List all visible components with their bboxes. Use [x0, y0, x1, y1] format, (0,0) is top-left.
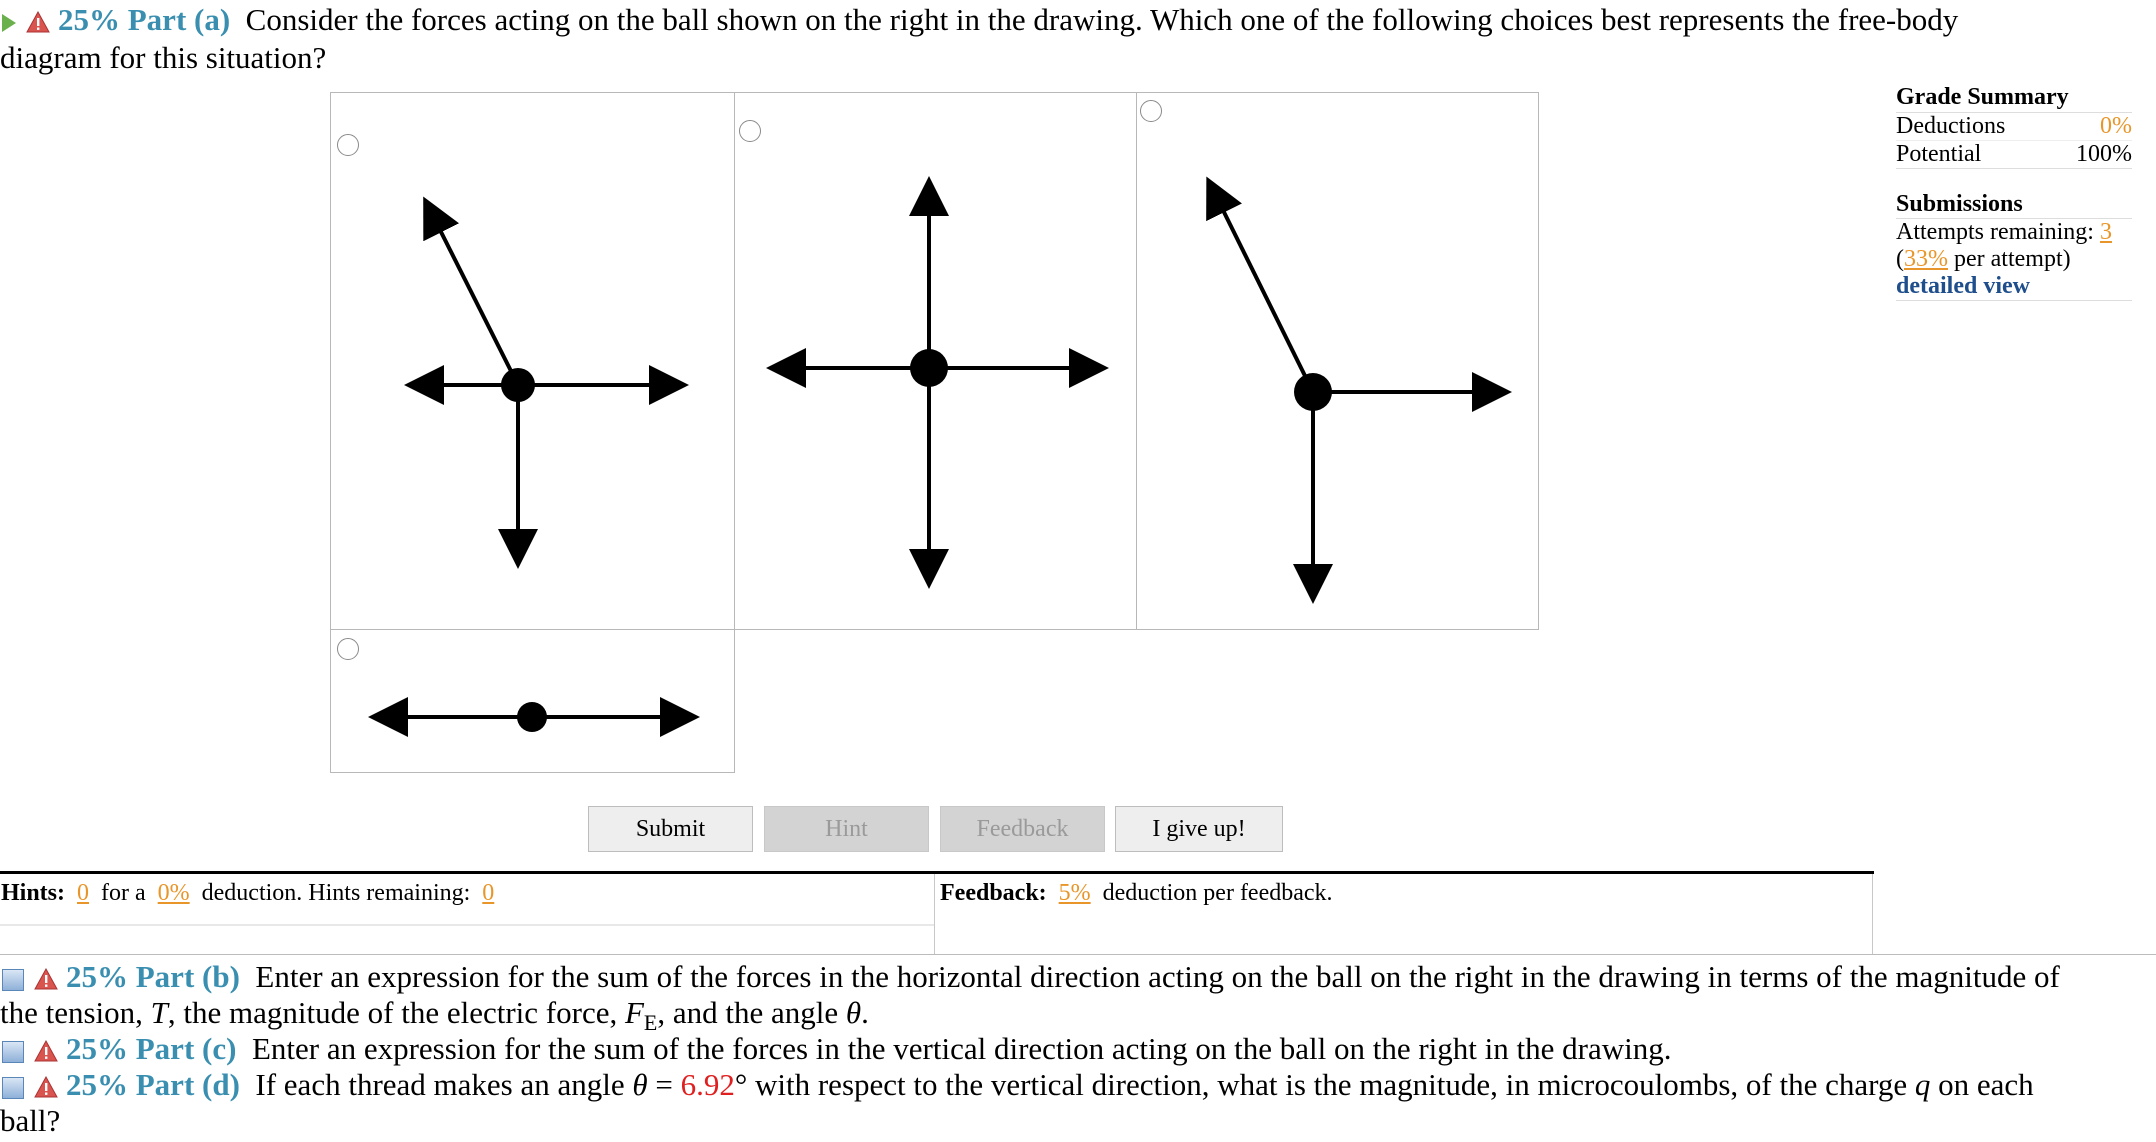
hints-deduction-pct: 0%	[157, 880, 190, 906]
hints-label: Hints:	[1, 880, 66, 906]
part-b-label: Part (b)	[135, 959, 240, 994]
feedback-pct: 5%	[1058, 880, 1091, 906]
part-b-text-b: , the magnitude of the electric force,	[167, 995, 618, 1030]
section-separator	[0, 954, 2156, 955]
hints-for-a: for a	[101, 880, 146, 906]
part-b-header	[2, 959, 2152, 998]
hints-info	[1, 880, 494, 907]
part-c-expand-icon[interactable]	[2, 1041, 24, 1063]
potential-label: Potential	[1896, 141, 1982, 167]
part-c-label: Part (c)	[135, 1031, 237, 1066]
part-c-header	[2, 1031, 1671, 1070]
per-attempt-label: per attempt)	[1954, 246, 2071, 272]
part-a-question-line1: Consider the forces acting on the ball shown on the right in the drawing. Which one of the following choices best represents the free-body	[245, 2, 1959, 37]
choice-4-ball	[517, 702, 547, 732]
choice-2-ball	[910, 349, 948, 387]
part-a-label: Part (a)	[127, 2, 231, 37]
symbol-electric-force: F	[624, 995, 644, 1030]
choice-3-diagram	[1217, 198, 1488, 580]
potential-value: 100%	[2076, 141, 2132, 167]
part-d-text-a: If each thread makes an angle	[255, 1067, 625, 1102]
per-attempt-open: (	[1896, 246, 1904, 272]
part-b-text-c: , and the angle	[657, 995, 839, 1030]
deductions-value: 0%	[2100, 113, 2132, 139]
give-up-button[interactable]: I give up!	[1115, 806, 1283, 852]
grade-summary-panel	[1896, 84, 2132, 301]
warning-icon	[34, 1034, 58, 1070]
hints-divider	[0, 924, 934, 926]
part-d-text-c: on each	[1938, 1067, 2034, 1102]
part-d-text-b: with respect to the vertical direction, what is the magnitude, in microcoulombs, of the charge	[755, 1067, 1908, 1102]
symbol-theta-d: θ	[632, 1067, 648, 1102]
symbol-charge: q	[1914, 1067, 1931, 1102]
part-b-weight: 25%	[66, 959, 128, 994]
part-b-expand-icon[interactable]	[2, 969, 24, 991]
choice-3-ball	[1294, 373, 1332, 411]
deductions-label: Deductions	[1896, 113, 2006, 139]
hints-remaining: 0	[482, 880, 495, 906]
part-b-text-a: the tension,	[0, 995, 143, 1030]
warning-icon	[34, 962, 58, 998]
degree-symbol: °	[734, 1067, 748, 1102]
part-d-header	[2, 1067, 2034, 1106]
choice-1-ball	[501, 368, 535, 402]
submissions-title: Submissions	[1896, 191, 2132, 219]
warning-icon	[34, 1070, 58, 1106]
feedback-info	[940, 880, 1333, 907]
symbol-tension: T	[150, 995, 168, 1030]
attempts-value: 3	[2099, 219, 2112, 245]
choice-1-arrow-up-left	[434, 218, 518, 385]
part-a-question-line2: diagram for this situation?	[0, 40, 327, 75]
feedback-button[interactable]: Feedback	[940, 806, 1105, 852]
per-attempt-value: 33%	[1904, 246, 1948, 272]
part-d-weight: 25%	[66, 1067, 128, 1102]
part-c-line1: Enter an expression for the sum of the forces in the vertical direction acting on the ball on the right in the drawing.	[251, 1031, 1672, 1066]
grade-summary-title: Grade Summary	[1896, 84, 2132, 113]
part-a-weight: 25%	[58, 2, 120, 37]
symbol-theta: θ	[845, 995, 862, 1030]
part-b-line1: Enter an expression for the sum of the forces in the horizontal direction acting on the ball on the right in the drawing in terms of the magnitude of	[255, 959, 2060, 994]
feedback-label: Feedback:	[940, 880, 1047, 906]
detailed-view-link[interactable]: detailed view	[1896, 273, 2132, 301]
symbol-electric-force-subscript: E	[643, 1010, 658, 1036]
attempts-label: Attempts remaining:	[1896, 219, 2094, 245]
choice-2-diagram	[790, 200, 1085, 565]
part-d-line2: ball?	[0, 1103, 61, 1138]
part-c-weight: 25%	[66, 1031, 128, 1066]
choice-3-arrow-up-left	[1217, 198, 1313, 392]
hint-button[interactable]: Hint	[764, 806, 929, 852]
part-b-text-d: .	[861, 995, 869, 1030]
choice-1-diagram	[428, 218, 665, 545]
angle-value: 6.92	[680, 1067, 735, 1102]
equals-sign: =	[655, 1067, 673, 1102]
part-d-expand-icon[interactable]	[2, 1077, 24, 1099]
part-d-label: Part (d)	[135, 1067, 240, 1102]
hints-deduction-text: deduction. Hints remaining:	[201, 880, 471, 906]
feedback-text: deduction per feedback.	[1102, 880, 1333, 906]
submit-button[interactable]: Submit	[588, 806, 753, 852]
hints-count: 0	[77, 880, 90, 906]
choice-4-diagram	[392, 702, 676, 732]
